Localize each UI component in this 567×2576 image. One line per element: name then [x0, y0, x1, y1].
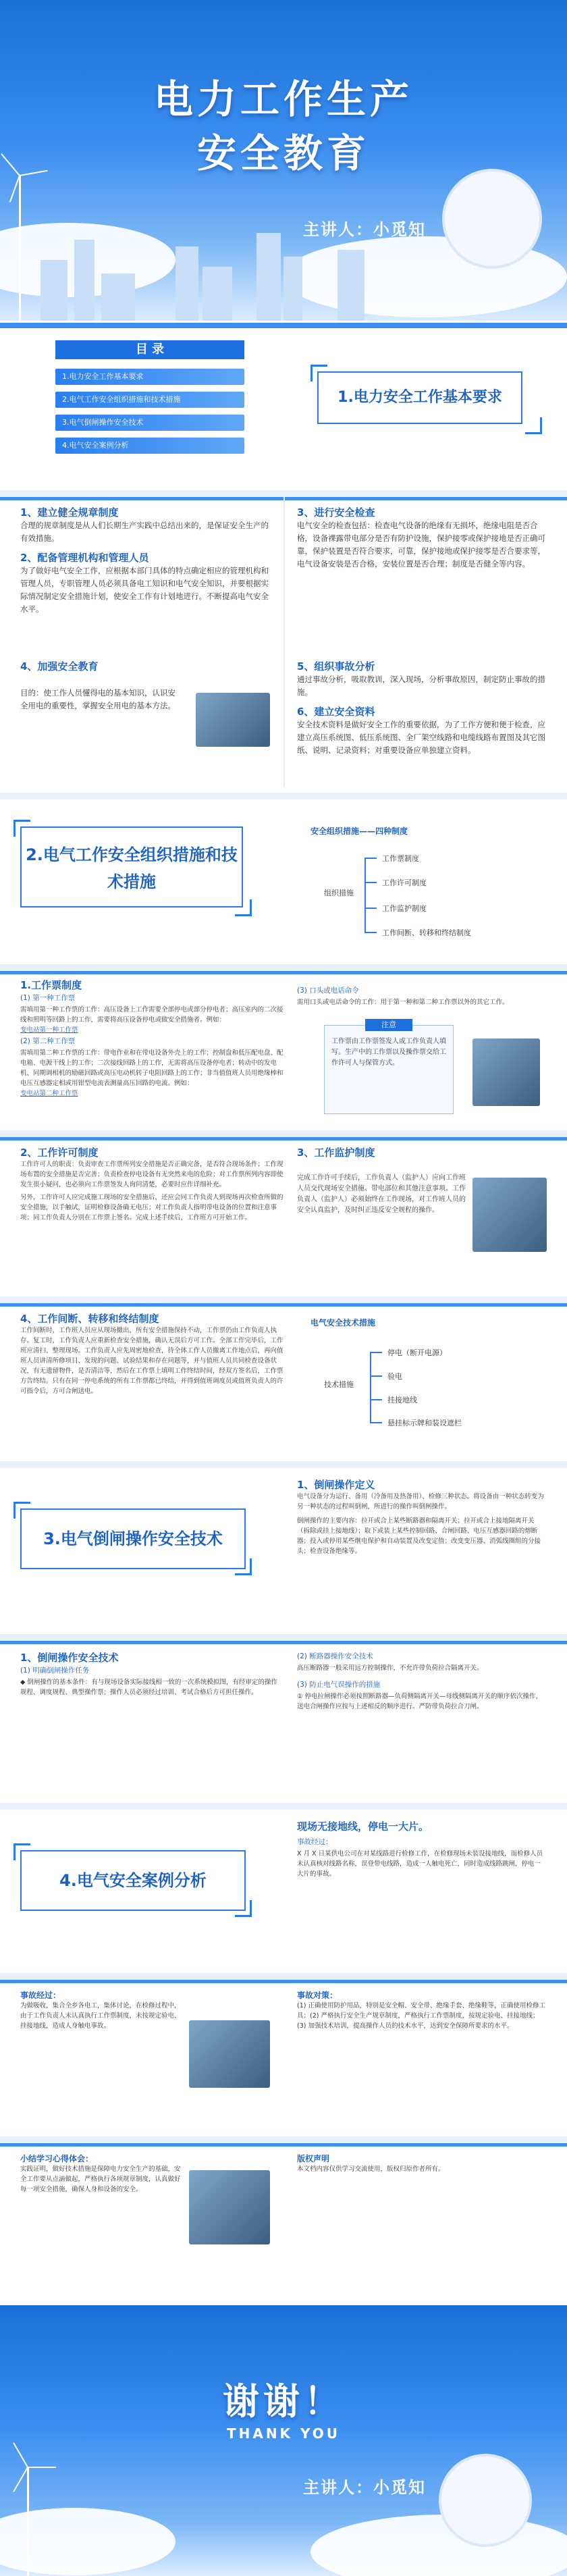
- note-box: [324, 1020, 454, 1114]
- cloud-decoration: [0, 2508, 176, 2575]
- heading-case-countermeasure: 事故对策：: [297, 1991, 338, 2000]
- turbine-blade: [28, 2467, 56, 2468]
- text-breaker-safety: 高压断路器一般采用远方控制操作，不允许带负荷拉合隔离开关。: [297, 1664, 483, 1672]
- top-bar: [0, 1980, 567, 1983]
- tech-root: 技术措施: [324, 1380, 354, 1389]
- top-bar: [0, 1137, 567, 1140]
- tech-item-4: 悬挂标示牌和装设遮栏: [387, 1419, 462, 1427]
- slide-divider: [0, 1803, 567, 1810]
- heading-summary: 小结学习心得体会：: [20, 2154, 94, 2163]
- building-decoration: [101, 273, 135, 321]
- text-permit-duty: 工作许可人的职责：负责审查工作票所列安全措施是否正确完备，是否符合现场条件；工作现场布置的安全措施是否完善；负责检查停电设备有无突然来电的危险；对工作票所列内容即使发生很小疑问，也必须向工作票签发人询问清楚，必要时应作详细补充。: [20, 1161, 284, 1188]
- slide-divider: [0, 793, 567, 799]
- thanks-title: 谢谢！: [223, 2380, 344, 2423]
- text-case-process: 为做吸收，集合全乡各电工，集体讨论，在检修过程中，由于工作负责人未认真执行工作票制度，未按规定验电、挂接地线，造成人身触电事故。: [20, 2002, 181, 2030]
- text-accident-analysis: 通过事故分析，吸取教训，深入现场，分析事故原因，制定防止事故的措施。: [297, 675, 545, 697]
- summary-slide: [0, 2143, 567, 2305]
- building-decoration: [284, 257, 302, 321]
- text-inspection: 电气安全的检查包括：检查电气设备的绝缘有无损坏，绝缘电阻是否合格，设备裸露带电部分是否有防护设施，保护接零或保护接地是否正确可靠，保护装置是否符合要求，可靠，保护接地或保护接零是否合要求等，电气设备安装是否合格，安装位置是否合理；制度是否健全等内容。: [297, 521, 545, 569]
- work-ticket-slide: [0, 971, 567, 1130]
- interruption-slide: [0, 1303, 567, 1461]
- text-case: X 月 X 日某供电公司在对某线路进行检修工作，在检修现场未装设接地线，而检修人员未认真核对线路名称，误登带电线路，造成一人触电死亡，同时造成线路跳闸，停电一大片的事故。: [297, 1850, 543, 1878]
- permit-slide: [0, 1137, 567, 1296]
- building-decoration: [176, 246, 198, 321]
- corner-decoration: [14, 1843, 30, 1860]
- heading-accident-analysis: 5、组织事故分析: [297, 660, 375, 673]
- heading-case-process: 事故经过：: [20, 1991, 61, 2000]
- section-title-box: 1.电力安全工作基本要求: [317, 371, 522, 424]
- text-case-countermeasure: (1) 正确使用防护用品，特别是安全帽、安全带、绝缘手套、绝缘鞋等，正确使用检修工具；(2) 严格执行安全生产规章制度，严格执行工作票制度，按规定验电、挂接地线；(3) 加强技术培训，提高操作人员的技术水平，达到安全保障所要求的水平。: [297, 2002, 545, 2030]
- toc-item-3[interactable]: 3.电气倒闸操作安全技术: [55, 415, 244, 431]
- building-decoration: [256, 233, 281, 321]
- top-bar: [0, 1641, 567, 1644]
- tree-connector: [364, 858, 366, 933]
- tree-connector: [370, 1399, 382, 1400]
- heading-supervision: 3、工作监护制度: [297, 1147, 375, 1159]
- case-analysis-slide: [0, 1980, 567, 2136]
- building-decoration: [40, 260, 68, 321]
- heading-copyright: 版权声明: [297, 2154, 330, 2163]
- link-second-ticket[interactable]: 变电站第二种工作票: [20, 1090, 78, 1097]
- heading-inspection: 3、进行安全检查: [297, 506, 375, 519]
- tree-connector: [370, 1352, 371, 1423]
- slide-divider: [0, 1461, 567, 1468]
- heading-switching-definition: 1、倒闸操作定义: [297, 1479, 375, 1491]
- heading-safety-records: 6、建立安全资料: [297, 706, 375, 718]
- slide-divider: [0, 1296, 567, 1303]
- heading-rules: 1、建立健全规章制度: [20, 506, 119, 519]
- building-decoration: [74, 240, 94, 321]
- thanks-slide: [0, 2305, 567, 2576]
- tree-item-3: 工作监护制度: [382, 904, 427, 913]
- tree-connector: [364, 908, 377, 909]
- slide-divider: [0, 1130, 567, 1137]
- text-switching-content: 倒闸操作的主要内容：拉开或合上某些断路器和隔离开关；拉开或合上接地隔离开关（拆除或挂上接地线）；取下或装上某些控制回路、合闸回路、电压互感器回路的熔断器；投入或停用某些继电保护和自动装置及改变定值；改变变压器、消弧线圈组的分接头；检查设备绝缘等。: [297, 1517, 541, 1555]
- equipment-photo: [189, 2020, 270, 2088]
- tree-connector: [364, 882, 377, 883]
- tower-photo: [189, 2170, 270, 2244]
- text-verbal-order: 需用口头或电话命令的工作：用于第一种和第二种工作票以外的其它工作。: [297, 999, 509, 1006]
- cloud-decoration: [310, 2515, 567, 2576]
- heading-switching-safety: 1、倒闸操作安全技术: [20, 1652, 119, 1664]
- tree-title: 安全组织措施——四种制度: [310, 826, 408, 836]
- heading-case: 现场无接地线，停电一大片。: [297, 1820, 429, 1833]
- sub-misoperation: (3) 防止电气误操作的措施: [297, 1681, 381, 1689]
- text-second-ticket: 需填用第二种工作票的工作：带电作业和在带电设备外壳上的工作；控制盘和低压配电盘、配电箱、电源干线上的工作；二次接线回路上的工作，无需将高压设备停电者；转动中的发电机、同期调相机的励磁回路或高压电动机转子电阻回路上的工作；非当值值班人员用绝缘棒和电压互感器定相或用钳型电流表测量高压回路的电流。例如：: [20, 1049, 284, 1087]
- sub-verbal-order: (3) 口头或电话命令: [297, 987, 359, 995]
- tree-connector: [370, 1375, 382, 1377]
- corner-decoration: [525, 417, 542, 434]
- corner-decoration: [235, 899, 252, 916]
- slide-divider: [0, 2136, 567, 2143]
- turbine-blade: [13, 2442, 28, 2467]
- slide-divider: [0, 1634, 567, 1641]
- sub-case: 事故经过：: [297, 1838, 333, 1846]
- cover-speaker: 主讲人：小觅知: [303, 220, 426, 239]
- heading-work-ticket: 1.工作票制度: [20, 979, 82, 991]
- slide-divider: [0, 964, 567, 971]
- toc-item-2[interactable]: 2.电气工作安全组织措施和技术措施: [55, 392, 244, 408]
- text-copyright: 本文档内容仅供学习交流使用，版权归原作者所有。: [297, 2165, 445, 2173]
- text-supervision: 完成工作许可手续后，工作负责人（监护人）应向工作班人员交代现场安全措施、带电部位和其他注意事项。工作负责人（监护人）必须始终在工作现场，对工作班人员的安全认真监护，及时纠正违反安全规程的操作。: [297, 1174, 466, 1214]
- section2-slide: [0, 799, 567, 964]
- text-first-ticket: 需填用第一种工作票的工作：高压设备上工作需要全部停电或部分停电者；高压室内的二次接线和照明等回路上的工作，需要将高压设备停电或做安全措施者。例如：: [20, 1006, 284, 1024]
- switching-safety-slide: [0, 1641, 567, 1803]
- cover-title-line2: 安全教育: [196, 130, 370, 176]
- wind-turbine-icon: [19, 176, 21, 321]
- text-permit-procedure: 另外，工作许可人应完成施工现场的安全措施后，还应会同工作负责人到现场再次检查所做的安全措施，以手触试，证明检修设备确无电压；对工作负责人指明带电设备的位置和注意事项；同工作负责人分别在工作票上签名。完成上述手续后，工作班方可开始工作。: [20, 1194, 284, 1221]
- corner-decoration: [235, 1558, 252, 1575]
- tree-root: 组织措施: [324, 889, 354, 897]
- wind-turbine-icon: [27, 2467, 29, 2576]
- top-bar: [0, 971, 567, 974]
- tech-item-3: 挂接地线: [387, 1396, 417, 1404]
- sub-first-ticket: (1) 第一种工作票: [20, 994, 76, 1002]
- heading-interruption: 4、工作间断、转移和终结制度: [20, 1313, 159, 1325]
- top-bar: [0, 323, 567, 328]
- corner-decoration: [14, 1502, 30, 1519]
- slide-divider: [0, 490, 567, 497]
- text-management: 为了做好电气安全工作，应根据本部门具体的特点确定相应的管理机构和管理人员，专职管理人员必须具备电工知识和电气安全知识，并要根据实际情况制定安全措施计划，使安全工作有计划地进行。不断提高电气安全水平。: [20, 566, 269, 614]
- section3-slide: [0, 1468, 567, 1634]
- note-text: 工作票由工作票签发人或工作负责人填写。生产中的工作票以及操作票交给工作许可人与保管方式。: [331, 1038, 446, 1067]
- building-decoration: [338, 250, 364, 321]
- sub-switching-task: (1) 明确倒闸操作任务: [20, 1666, 90, 1675]
- toc-title: 目 录: [55, 340, 244, 359]
- tech-item-1: 停电（断开电源）: [387, 1348, 447, 1357]
- corner-decoration: [235, 1900, 252, 1917]
- tree-connector: [364, 858, 377, 859]
- slide-divider: [0, 1973, 567, 1980]
- requirements-slide: [0, 497, 567, 793]
- electrician-photo: [473, 1178, 547, 1252]
- cover-title-line1: 电力工作生产: [153, 76, 413, 122]
- turbine-blade: [13, 2467, 28, 2492]
- sub-second-ticket: (2) 第二种工作票: [20, 1037, 76, 1045]
- sub-breaker-safety: (2) 断路器操作安全技术: [297, 1652, 373, 1660]
- heading-permit: 2、工作许可制度: [20, 1147, 99, 1159]
- tech-title: 电气安全技术措施: [310, 1318, 376, 1328]
- top-bar: [0, 1303, 567, 1307]
- tree-item-1: 工作票制度: [382, 854, 419, 863]
- link-first-ticket[interactable]: 变电站第一种工作票: [20, 1026, 78, 1034]
- column-divider: [284, 497, 285, 787]
- worker-photo: [196, 693, 270, 747]
- text-switching-definition: 电气设备分为运行、备用（冷备用及热备用）、检修三种状态。将设备由一种状态转变为另一种状态的过程叫倒闸，所进行的操作叫倒闸操作。: [297, 1493, 544, 1510]
- section-title-box: 3.电气倒闸操作安全技术: [20, 1508, 246, 1569]
- section4-slide: [0, 1810, 567, 1973]
- text-education: 目的：使工作人员懂得电的基本知识，认识安全用电的重要性，掌握安全用电的基本方法。: [20, 688, 176, 710]
- toc-item-4[interactable]: 4.电气安全案例分析: [55, 438, 244, 454]
- cover-slide: [0, 0, 567, 321]
- tree-item-4: 工作间断、转移和终结制度: [382, 928, 471, 937]
- tree-connector: [364, 932, 377, 933]
- toc-slide: [0, 323, 567, 490]
- document-photo: [473, 1039, 540, 1106]
- text-summary: 实践证明，做好技术措施是保障电力安全生产的基础，安全工作要从点滴做起，严格执行各项规章制度，认真做好每一项安全措施，确保人身和设备的安全。: [20, 2165, 181, 2193]
- tree-connector: [370, 1422, 382, 1423]
- section-title-box: 2.电气工作安全组织措施和技术措施: [20, 826, 243, 908]
- thanks-speaker: 主讲人：小觅知: [303, 2478, 426, 2497]
- text-misoperation: ① 停电拉闸操作必须按照断路器—负荷侧隔离开关—母线侧隔离开关的顺序依次操作，送电合闸操作应按与上述相反的顺序进行。严防带负荷拉合刀闸。: [297, 1693, 543, 1710]
- heading-education: 4、加强安全教育: [20, 660, 99, 673]
- building-decoration: [202, 267, 232, 321]
- corner-decoration: [14, 820, 30, 837]
- section-title-box: 4.电气安全案例分析: [20, 1850, 246, 1911]
- corner-decoration: [310, 365, 327, 382]
- toc-item-1[interactable]: 1.电力安全工作基本要求: [55, 369, 244, 385]
- note-title: 注意: [365, 1019, 412, 1031]
- text-safety-records: 安全技术资料是做好安全工作的重要依据，为了工作方便和便于检查，应建立高压系统图、低压系统图、全厂架空线路和电缆线路布置图及其它图纸、说明、记录资料；对重要设备应单独建立资料。: [297, 720, 545, 755]
- thanks-subtitle: THANK YOU: [226, 2425, 341, 2442]
- text-rules: 合理的规章制度是从人们长期生产实践中总结出来的，是保证安全生产的有效措施。: [20, 521, 269, 543]
- tree-item-2: 工作许可制度: [382, 878, 427, 887]
- tree-connector: [370, 1352, 382, 1353]
- text-switching-task: ◆ 倒闸操作的基本条件：有与现场设备实际接线相一致的一次系统模拟图，有经审定的操作规程、调度规程、典型操作票；操作人员必须经过培训、考试合格后方可担任操作。: [20, 1679, 277, 1696]
- tech-item-2: 验电: [387, 1372, 402, 1381]
- heading-management: 2、配备管理机构和管理人员: [20, 552, 149, 564]
- top-bar: [0, 2143, 567, 2147]
- text-interruption: 工作间断时，工作班人员应从现场撤出，所有安全措施保持不动，工作票仍由工作负责人执存。复工时，工作负责人应重新检查安全措施，确认无误后方可工作。全部工作完毕后，工作班应清扫、整理现场。工作负责人应先周密地检查，待全体工作人员撤离工作地点后，再向值班人员讲清所修项目、发现的问题、试验结果和存在问题等，并与值班人员共同检查设备状况，有无遗留物件，是否清洁等，然后在工作票上填明工作终结时间，经双方签名后，工作票方告终结。只有在同一停电系统的所有工作票都已终结，并得到值班调度员或值班负责人的许可指令后，方可合闸送电。: [20, 1327, 284, 1395]
